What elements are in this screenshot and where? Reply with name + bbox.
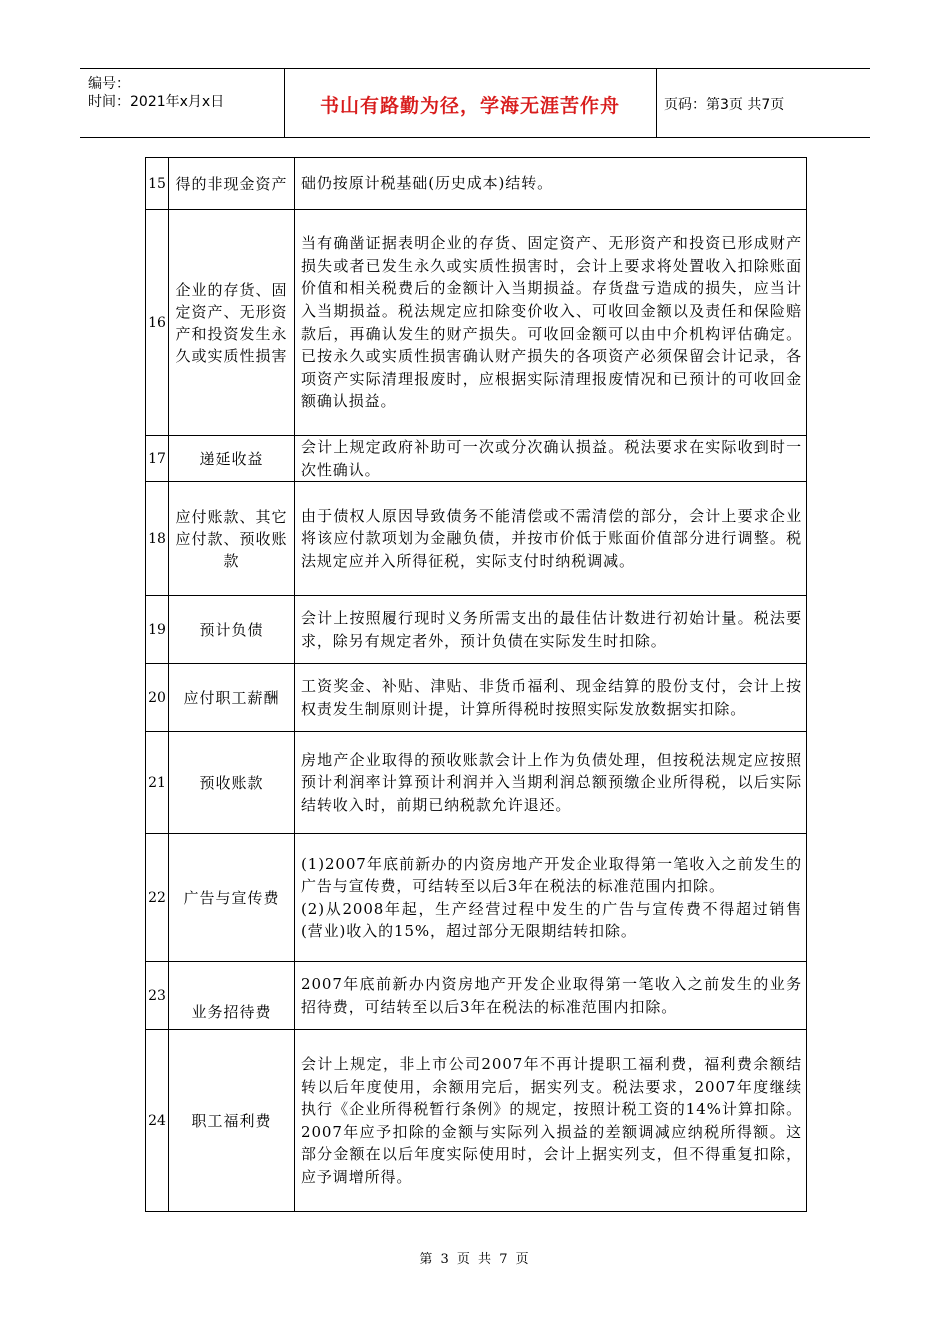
description-paragraph: 房地产企业取得的预收账款会计上作为负债处理，但按税法规定应按照预计利润率计算预计利润并入当期利润总额预缴企业所得税，以后实际结转收入时，前期已纳税款允许退还。 [301, 750, 802, 814]
table-row [146, 210, 807, 436]
document-number-label: 编号： [88, 76, 130, 92]
row-item: 应付账款、其它应付款、预收账款 [169, 482, 295, 596]
description-paragraph: 由于债权人原因导致债务不能清偿或不需清偿的部分，会计上要求企业将该应付款项划为金融负债，并按市价低于账面价值部分进行调整。税法规定应并入所得征税，实际支付时纳税调减。 [301, 506, 802, 570]
row-item: 预收账款 [169, 732, 295, 834]
row-number: 15 [146, 158, 169, 210]
table-row [146, 834, 807, 962]
table-row [146, 482, 807, 596]
row-item: 业务招待费 [169, 962, 295, 1030]
row-number: 16 [146, 210, 169, 436]
description-paragraph: 会计上按照履行现时义务所需支出的最佳估计数进行初始计量。税法要求，除另有规定者外，预计负债在实际发生时扣除。 [301, 609, 802, 650]
table-row [146, 158, 807, 210]
row-number: 20 [146, 664, 169, 732]
row-item: 广告与宣传费 [169, 834, 295, 962]
row-description [295, 834, 807, 962]
row-number: 24 [146, 1030, 169, 1212]
row-description [295, 1030, 807, 1212]
page-footer: 第 3 页 共 7 页 [419, 1252, 531, 1267]
row-item: 企业的存货、固定资产、无形资产和投资发生永久或实质性损害 [169, 210, 295, 436]
description-paragraph: 会计上规定，非上市公司2007年不再计提职工福利费，福利费余额结转以后年度使用，余额用完后，据实列支。税法要求，2007年度继续执行《企业所得税暂行条例》的规定，按照计税工资的14%计算扣除。2007年应予扣除的金额与实际列入损益的差额调减应纳税所得额。这部分金额在以后年度实际使用时，会计上据实列支，但不得重复扣除，应予调增所得。 [301, 1054, 802, 1186]
description-paragraph: (1)2007年底前新办的内资房地产开发企业取得第一笔收入之前发生的广告与宣传费，可结转至以后3年在税法的标准范围内扣除。 [301, 854, 802, 896]
row-item: 得的非现金资产 [169, 158, 295, 210]
row-item: 预计负债 [169, 596, 295, 664]
header-motto-cell [284, 69, 657, 137]
table-row [146, 436, 807, 482]
row-item: 递延收益 [169, 436, 295, 482]
description-paragraph: 工资奖金、补贴、津贴、非货币福利、现金结算的股份支付，会计上按权责发生制原则计提，计算所得税时按照实际发放数据实扣除。 [301, 677, 802, 718]
row-number: 23 [146, 962, 169, 1030]
row-number: 22 [146, 834, 169, 962]
description-paragraph: 会计上规定政府补助可一次或分次确认损益。税法要求在实际收到时一次性确认。 [301, 438, 802, 479]
row-description [295, 158, 807, 210]
description-paragraph: 当有确凿证据表明企业的存货、固定资产、无形资产和投资已形成财产损失或者已发生永久或实质性损害时，会计上要求将处置收入扣除账面价值和相关税费后的金额计入当期损益。存货盘亏造成的损失，应当计入当期损益。税法规定应扣除变价收入、可收回金额以及责任和保险赔款后，再确认发生的财产损失。可收回金额可以由中介机构评估确定。已按永久或实质性损害确认财产损失的各项资产必须保留会计记录，各项资产实际清理报废时，应根据实际清理报废情况和已预计的可收回金额确认损益。 [301, 234, 802, 411]
row-number: 21 [146, 732, 169, 834]
header-motto: 书山有路勤为径，学海无涯苦作舟 [319, 95, 620, 117]
document-time: 时间：2021年x月x日 [88, 94, 225, 110]
tax-accounting-differences-table [145, 157, 807, 1212]
row-description [295, 962, 807, 1030]
description-paragraph: (2)从2008年起，生产经营过程中发生的广告与宣传费不得超过销售(营业)收入的15%，超过部分无限期结转扣除。 [301, 899, 802, 941]
row-number: 19 [146, 596, 169, 664]
header-meta-cell [80, 69, 285, 137]
description-paragraph: 2007年底前新办内资房地产开发企业取得第一笔收入之前发生的业务招待费，可结转至以后3年在税法的标准范围内扣除。 [301, 975, 802, 1016]
table-row [146, 732, 807, 834]
description-paragraph: 础仍按原计税基础(历史成本)结转。 [301, 174, 554, 193]
table-row [146, 664, 807, 732]
row-item: 应付职工薪酬 [169, 664, 295, 732]
row-item: 职工福利费 [169, 1030, 295, 1212]
page-header [80, 68, 870, 138]
row-description [295, 482, 807, 596]
row-description [295, 436, 807, 482]
header-page-number: 页码：第3页 共7页 [664, 97, 785, 113]
table-row [146, 962, 807, 1030]
header-page-cell [656, 69, 870, 137]
row-description [295, 664, 807, 732]
row-description [295, 596, 807, 664]
table-row [146, 1030, 807, 1212]
row-description [295, 732, 807, 834]
row-number: 17 [146, 436, 169, 482]
table-row [146, 596, 807, 664]
row-description [295, 210, 807, 436]
row-number: 18 [146, 482, 169, 596]
